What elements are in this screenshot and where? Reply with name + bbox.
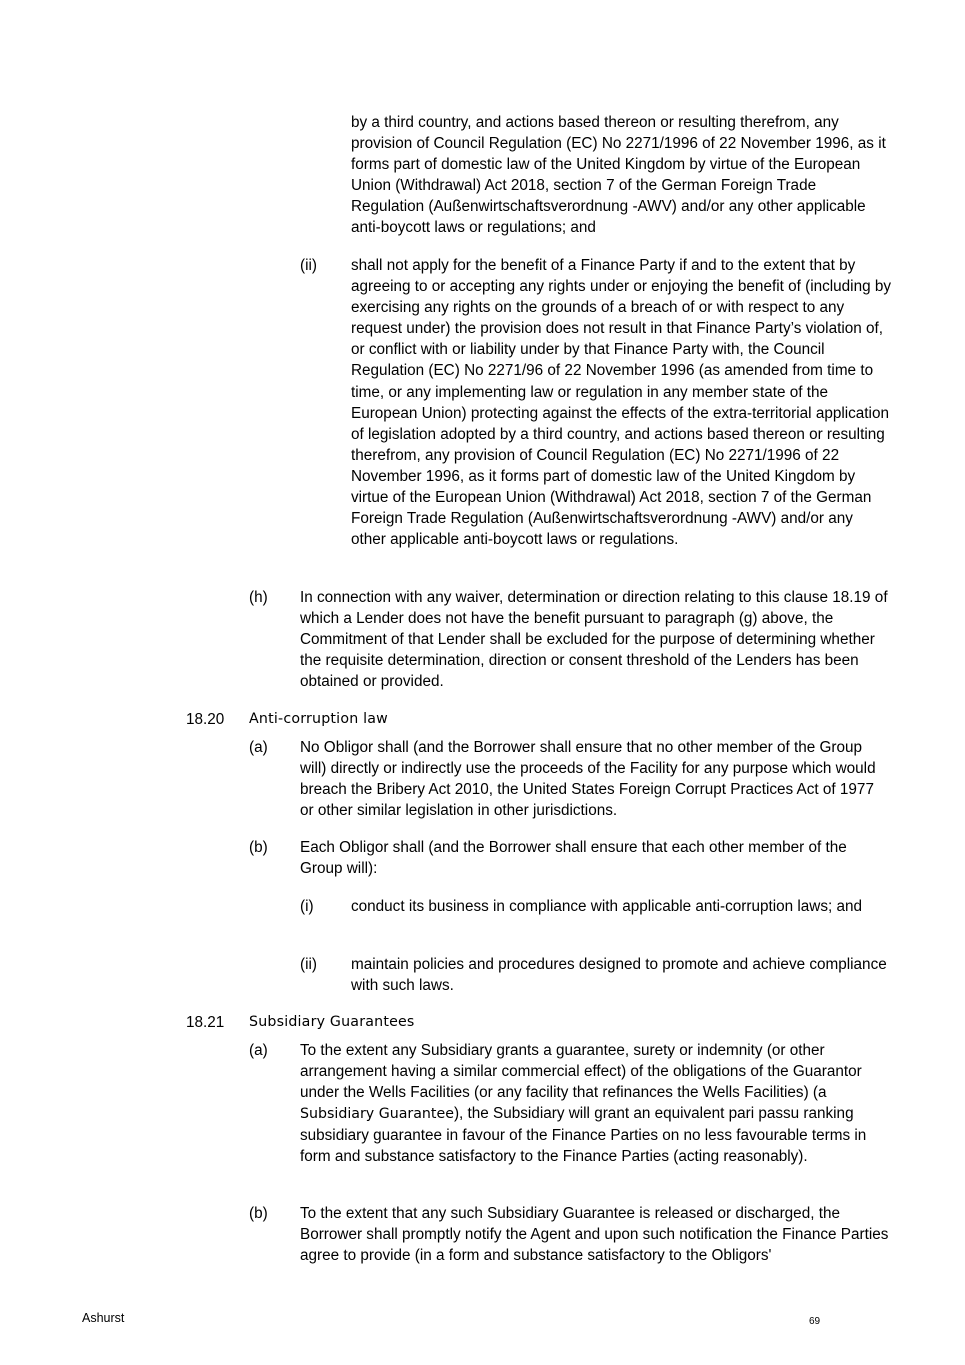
footer-firm-name: Ashurst [82, 1311, 125, 1325]
section-18-21-number: 18.21 [186, 1014, 225, 1031]
clause-18-20-b-i-text: conduct its business in compliance with applicable anti-corruption laws; and [351, 898, 863, 915]
clause-18-21-a-text [300, 1040, 890, 1168]
clause-18-20-b-i-label: (i) [300, 898, 314, 915]
clause-18-20-b-ii-label: (ii) [300, 956, 317, 973]
clause-18-20-a-text: No Obligor shall (and the Borrower shall ensure that no other member of the Group will) directly or indirectly use the proceeds of the Facility for any purpose which would breach the Bribery Act 2010, the United States Foreign Corrupt Practices Act of 1977 or other similar legislation in other jurisdictions. [300, 739, 876, 820]
clause-18-20-b-ii-text: maintain policies and procedures designed to promote and achieve compliance with such laws. [351, 956, 887, 995]
section-18-20-title: Anti-corruption law [249, 711, 388, 727]
clause-18-21-b-text: To the extent that any such Subsidiary Guarantee is released or discharged, the Borrower shall promptly notify the Agent and upon such notification the Finance Parties agree to provide (in a form and substance satisfactory to the Obligors' [300, 1205, 889, 1265]
footer-page-number: 69 [809, 1316, 821, 1327]
clause-h-label: (h) [249, 589, 268, 606]
continuation-paragraph: by a third country, and actions based thereon or resulting therefrom, any provision of Council Regulation (EC) No 2271/1996 of 22 November 1996, as it forms part of domestic law of the United Kingdom by virtue of the European Union (Withdrawal) Act 2018, section 7 of the German Foreign Trade Regulation (Außenwirtschaftsverordnung -AWV) and/or any other applicable anti-boycott laws or regulations; and [351, 114, 886, 237]
clause-18-21-a-label: (a) [249, 1042, 268, 1059]
clause-h-text: In connection with any waiver, determination or direction relating to this clause 18.19 of which a Lender does not have the benefit pursuant to paragraph (g) above, the Commitment of that Lender shall be excluded for the purpose of determining whether the requisite determination, direction or consent threshold of the Lenders has been obtained or provided. [300, 589, 888, 691]
defined-term-subsidiary-guarantee: Subsidiary Guarantee [300, 1106, 454, 1123]
clause-18-21-a-text-after: ), the Subsidiary will grant an equivalent pari passu ranking subsidiary guarantee in favour of the Finance Parties on no less favourable terms in form and substance satisfactory to the Finance Parties (acting reasonably). [300, 1105, 867, 1166]
clause-g-ii-label: (ii) [300, 257, 317, 274]
clause-18-20-b-text: Each Obligor shall (and the Borrower shall ensure that each other member of the Group will): [300, 839, 847, 878]
clause-18-20-b-label: (b) [249, 839, 268, 856]
section-18-21-title: Subsidiary Guarantees [249, 1014, 415, 1030]
clause-18-20-a-label: (a) [249, 739, 268, 756]
section-18-20-number: 18.20 [186, 711, 225, 728]
clause-g-ii-text: shall not apply for the benefit of a Finance Party if and to the extent that by agreeing to or accepting any rights under or enjoying the benefit of (including by exercising any rights on the grounds of a breach of or with respect to any request under) the provision does not result in that Finance Party’s violation of, or conflict with or liability under by that Finance Party with, the Council Regulation (EC) No 2271/96 of 22 November 1996 (as amended from time to time, or any implementing law or regulation in any member state of the European Union) protecting against the effects of the extra-territorial application of legislation adopted by a third country, and actions based thereon or resulting therefrom, any provision of Council Regulation (EC) No 2271/1996 of 22 November 1996, as it forms part of domestic law of the United Kingdom by virtue of the European Union (Withdrawal) Act 2018, section 7 of the German Foreign Trade Regulation (Außenwirtschaftsverordnung -AWV) and/or any other applicable anti-boycott laws or regulations. [351, 257, 891, 549]
clause-18-21-b-label: (b) [249, 1205, 268, 1222]
clause-18-21-a-text-before: To the extent any Subsidiary grants a guarantee, surety or indemnity (or other arrangement having a similar commercial effect) of the obligations of the Guarantor under the Wells Facilities (or any facility that refinances the Wells Facilities) (a [300, 1042, 862, 1102]
